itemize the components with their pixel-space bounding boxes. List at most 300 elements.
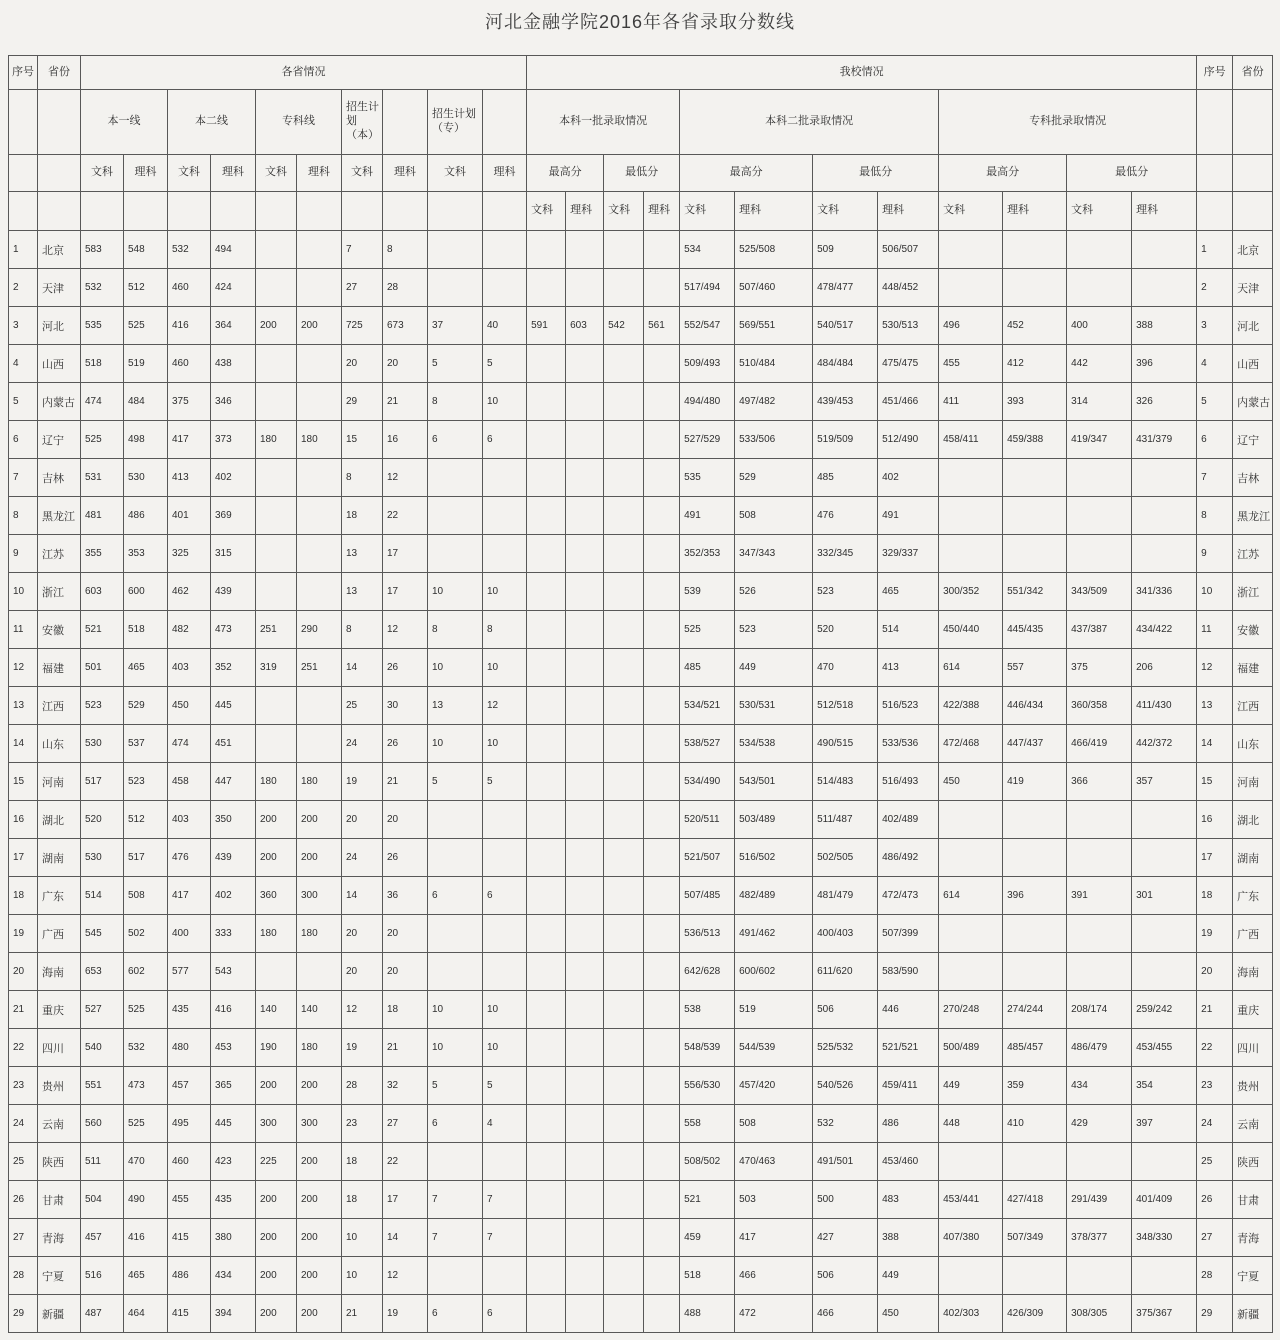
value-cell [644,1181,680,1219]
value-cell: 10 [483,1029,527,1067]
value-cell [566,649,604,687]
value-cell [483,801,527,839]
value-cell: 350 [211,801,256,839]
header-college-batch-admission: 专科批录取情况 [939,90,1197,155]
value-cell: 388 [878,1219,939,1257]
value-cell: 10 [483,725,527,763]
header-arts: 文科 [680,192,735,231]
value-cell: 10 [483,649,527,687]
value-cell: 6 [428,877,483,915]
value-cell: 5 [483,1067,527,1105]
value-cell: 6 [428,421,483,459]
value-cell [566,801,604,839]
seq-cell-right: 9 [1197,535,1233,573]
value-cell: 490/515 [813,725,878,763]
value-cell [1132,1257,1197,1295]
value-cell: 200 [256,1295,297,1333]
header-empty [38,155,81,192]
header-arts: 文科 [342,155,383,192]
header-science: 理科 [566,192,604,231]
value-cell [1132,497,1197,535]
value-cell [527,231,566,269]
value-cell [527,421,566,459]
value-cell: 600 [124,573,168,611]
value-cell: 400/403 [813,915,878,953]
value-cell: 7 [428,1181,483,1219]
seq-cell-right: 3 [1197,307,1233,345]
value-cell [939,1143,1003,1181]
value-cell [1067,269,1132,307]
header-empty [256,192,297,231]
value-cell: 439 [211,839,256,877]
province-cell: 陕西 [38,1143,81,1181]
value-cell [566,1067,604,1105]
value-cell: 534 [680,231,735,269]
province-cell-right: 山西 [1233,345,1273,383]
value-cell: 28 [383,269,428,307]
value-cell: 300 [297,1105,342,1143]
value-cell: 419 [1003,763,1067,801]
table-row [9,725,1273,763]
value-cell [1132,459,1197,497]
province-cell-right: 山东 [1233,725,1273,763]
value-cell: 353 [124,535,168,573]
value-cell [604,1295,644,1333]
value-cell: 24 [342,725,383,763]
value-cell [566,725,604,763]
value-cell: 413 [168,459,211,497]
value-cell [1003,497,1067,535]
seq-cell-right: 25 [1197,1143,1233,1181]
value-cell: 551/342 [1003,573,1067,611]
value-cell: 6 [428,1105,483,1143]
value-cell: 457 [81,1219,124,1257]
header-empty [9,155,38,192]
value-cell: 417 [735,1219,813,1257]
header-seq-left: 序号 [9,56,38,90]
value-cell: 725 [342,307,383,345]
seq-cell-right: 18 [1197,877,1233,915]
value-cell [483,231,527,269]
value-cell: 5 [428,763,483,801]
value-cell: 511 [81,1143,124,1181]
value-cell: 14 [342,877,383,915]
table-row [9,269,1273,307]
value-cell: 10 [483,383,527,421]
value-cell: 472/468 [939,725,1003,763]
value-cell: 300 [256,1105,297,1143]
value-cell [939,915,1003,953]
value-cell: 508 [124,877,168,915]
header-empty [168,192,211,231]
value-cell: 523 [81,687,124,725]
value-cell [527,1143,566,1181]
seq-cell-right: 20 [1197,953,1233,991]
value-cell [644,1067,680,1105]
value-cell: 5 [428,345,483,383]
province-cell-right: 河南 [1233,763,1273,801]
header-empty [9,192,38,231]
value-cell: 514 [878,611,939,649]
value-cell: 375 [168,383,211,421]
value-cell: 519 [735,991,813,1029]
value-cell [256,345,297,383]
province-cell-right: 贵州 [1233,1067,1273,1105]
value-cell: 396 [1003,877,1067,915]
value-cell [604,383,644,421]
value-cell [297,725,342,763]
value-cell [483,459,527,497]
value-cell: 208/174 [1067,991,1132,1029]
value-cell: 26 [383,839,428,877]
province-cell: 山西 [38,345,81,383]
header-arts: 文科 [256,155,297,192]
value-cell: 270/248 [939,991,1003,1029]
header-empty [383,192,428,231]
header-arts: 文科 [428,155,483,192]
value-cell [428,801,483,839]
value-cell: 485/457 [1003,1029,1067,1067]
seq-cell-right: 24 [1197,1105,1233,1143]
province-cell-right: 内蒙古 [1233,383,1273,421]
value-cell [1003,459,1067,497]
value-cell: 21 [342,1295,383,1333]
value-cell: 300/352 [939,573,1003,611]
table-row [9,307,1273,345]
value-cell: 474 [168,725,211,763]
value-cell [527,839,566,877]
value-cell: 520/511 [680,801,735,839]
province-cell-right: 江苏 [1233,535,1273,573]
header-province-left: 省份 [38,56,81,90]
value-cell: 485 [813,459,878,497]
value-cell: 445 [211,687,256,725]
value-cell: 512/518 [813,687,878,725]
value-cell: 455 [168,1181,211,1219]
value-cell: 20 [383,801,428,839]
value-cell [644,459,680,497]
seq-cell: 28 [9,1257,38,1295]
value-cell: 200 [256,1219,297,1257]
value-cell [256,269,297,307]
value-cell [1003,915,1067,953]
province-cell: 江西 [38,687,81,725]
value-cell: 583/590 [878,953,939,991]
value-cell [566,497,604,535]
province-cell-right: 吉林 [1233,459,1273,497]
value-cell: 497/482 [735,383,813,421]
value-cell: 534/538 [735,725,813,763]
value-cell: 544/539 [735,1029,813,1067]
value-cell [566,991,604,1029]
value-cell [527,763,566,801]
value-cell: 17 [383,535,428,573]
value-cell: 557 [1003,649,1067,687]
header-row-subjects [9,155,1273,192]
value-cell: 519 [124,345,168,383]
value-cell [604,763,644,801]
value-cell: 200 [256,1067,297,1105]
value-cell: 378/377 [1067,1219,1132,1257]
value-cell: 514 [81,877,124,915]
value-cell: 30 [383,687,428,725]
value-cell: 402 [211,459,256,497]
value-cell [566,915,604,953]
value-cell: 397 [1132,1105,1197,1143]
value-cell: 491/501 [813,1143,878,1181]
province-cell-right: 天津 [1233,269,1273,307]
value-cell: 402 [878,459,939,497]
value-cell: 520 [813,611,878,649]
value-cell: 8 [428,383,483,421]
value-cell [644,1295,680,1333]
value-cell: 415 [168,1295,211,1333]
value-cell: 466 [813,1295,878,1333]
value-cell [604,459,644,497]
value-cell: 509/493 [680,345,735,383]
header-science: 理科 [124,155,168,192]
value-cell [604,725,644,763]
province-cell-right: 重庆 [1233,991,1273,1029]
province-cell: 贵州 [38,1067,81,1105]
header-science: 理科 [1003,192,1067,231]
value-cell: 19 [342,763,383,801]
value-cell: 200 [297,1219,342,1257]
province-cell: 吉林 [38,459,81,497]
value-cell [1067,839,1132,877]
table-row [9,1257,1273,1295]
value-cell: 416 [168,307,211,345]
value-cell: 25 [342,687,383,725]
value-cell: 473 [124,1067,168,1105]
seq-cell-right: 29 [1197,1295,1233,1333]
value-cell: 507/349 [1003,1219,1067,1257]
seq-cell-right: 2 [1197,269,1233,307]
value-cell: 402/489 [878,801,939,839]
province-cell-right: 海南 [1233,953,1273,991]
header-empty [428,192,483,231]
value-cell: 642/628 [680,953,735,991]
value-cell [527,953,566,991]
value-cell [644,649,680,687]
value-cell: 543 [211,953,256,991]
seq-cell-right: 19 [1197,915,1233,953]
value-cell: 517 [124,839,168,877]
value-cell: 10 [428,725,483,763]
value-cell: 14 [342,649,383,687]
value-cell: 530 [124,459,168,497]
value-cell [939,801,1003,839]
value-cell: 200 [297,1181,342,1219]
province-cell: 天津 [38,269,81,307]
header-row-groups [9,56,1273,90]
header-empty [483,90,527,155]
value-cell [527,1257,566,1295]
value-cell: 20 [383,915,428,953]
value-cell: 417 [168,421,211,459]
value-cell [604,915,644,953]
value-cell: 319 [256,649,297,687]
header-max-score: 最高分 [939,155,1067,192]
value-cell: 548/539 [680,1029,735,1067]
value-cell [256,953,297,991]
seq-cell-right: 26 [1197,1181,1233,1219]
value-cell: 301 [1132,877,1197,915]
value-cell [604,877,644,915]
header-empty [1233,192,1273,231]
value-cell [604,991,644,1029]
value-cell: 481/479 [813,877,878,915]
value-cell [604,1219,644,1257]
value-cell [566,345,604,383]
value-cell [1003,801,1067,839]
value-cell: 447 [211,763,256,801]
value-cell: 4 [483,1105,527,1143]
province-cell-right: 黑龙江 [1233,497,1273,535]
value-cell: 17 [383,1181,428,1219]
value-cell: 486 [168,1257,211,1295]
value-cell: 507/460 [735,269,813,307]
seq-cell-right: 4 [1197,345,1233,383]
value-cell [604,839,644,877]
value-cell: 491 [878,497,939,535]
value-cell: 346 [211,383,256,421]
seq-cell-right: 15 [1197,763,1233,801]
value-cell: 13 [342,535,383,573]
value-cell [527,1029,566,1067]
value-cell: 18 [342,1143,383,1181]
value-cell: 200 [297,801,342,839]
value-cell: 534/521 [680,687,735,725]
value-cell: 523 [735,611,813,649]
value-cell: 530 [81,725,124,763]
value-cell: 449 [878,1257,939,1295]
value-cell: 466/419 [1067,725,1132,763]
seq-cell: 25 [9,1143,38,1181]
value-cell [644,231,680,269]
value-cell: 482/489 [735,877,813,915]
province-cell-right: 北京 [1233,231,1273,269]
value-cell: 502 [124,915,168,953]
value-cell: 10 [428,649,483,687]
value-cell: 517/494 [680,269,735,307]
value-cell: 12 [383,611,428,649]
value-cell: 435 [211,1181,256,1219]
value-cell [604,649,644,687]
value-cell: 525 [81,421,124,459]
seq-cell: 7 [9,459,38,497]
value-cell [566,1143,604,1181]
value-cell: 527/529 [680,421,735,459]
value-cell [527,269,566,307]
value-cell [644,1219,680,1257]
value-cell: 494/480 [680,383,735,421]
value-cell: 530 [81,839,124,877]
value-cell: 481 [81,497,124,535]
value-cell: 415 [168,1219,211,1257]
seq-cell: 29 [9,1295,38,1333]
value-cell: 569/551 [735,307,813,345]
province-cell: 湖南 [38,839,81,877]
value-cell: 434 [1067,1067,1132,1105]
value-cell: 200 [297,307,342,345]
value-cell: 518 [81,345,124,383]
value-cell: 5 [483,763,527,801]
seq-cell-right: 8 [1197,497,1233,535]
value-cell: 26 [383,725,428,763]
header-science: 理科 [383,155,428,192]
value-cell [256,459,297,497]
table-row [9,763,1273,801]
value-cell [527,687,566,725]
seq-cell-right: 17 [1197,839,1233,877]
table-body [9,231,1273,1333]
province-cell-right: 广西 [1233,915,1273,953]
value-cell [604,687,644,725]
value-cell: 526 [735,573,813,611]
value-cell: 602 [124,953,168,991]
value-cell: 380 [211,1219,256,1257]
value-cell: 200 [256,839,297,877]
province-cell: 海南 [38,953,81,991]
value-cell: 506/507 [878,231,939,269]
value-cell: 431/379 [1132,421,1197,459]
header-science: 理科 [297,155,342,192]
header-plan-college: 招生计划（专） [428,90,483,155]
value-cell: 427/418 [1003,1181,1067,1219]
header-empty [38,192,81,231]
value-cell [483,497,527,535]
value-cell: 558 [680,1105,735,1143]
value-cell [566,1105,604,1143]
value-cell: 439 [211,573,256,611]
value-cell: 523 [124,763,168,801]
value-cell [1067,497,1132,535]
value-cell: 503/489 [735,801,813,839]
province-cell: 青海 [38,1219,81,1257]
value-cell [566,231,604,269]
value-cell: 532 [81,269,124,307]
value-cell: 354 [1132,1067,1197,1105]
value-cell [939,953,1003,991]
value-cell [297,459,342,497]
value-cell [256,573,297,611]
value-cell: 206 [1132,649,1197,687]
value-cell [527,991,566,1029]
value-cell: 12 [383,459,428,497]
value-cell [644,877,680,915]
seq-cell: 27 [9,1219,38,1257]
value-cell: 460 [168,345,211,383]
seq-cell-right: 14 [1197,725,1233,763]
value-cell [256,725,297,763]
value-cell: 20 [342,801,383,839]
header-arts: 文科 [81,155,124,192]
value-cell [483,535,527,573]
value-cell: 459/411 [878,1067,939,1105]
value-cell [428,953,483,991]
value-cell: 442 [1067,345,1132,383]
value-cell [428,269,483,307]
value-cell [604,1067,644,1105]
value-cell: 614 [939,649,1003,687]
value-cell [256,383,297,421]
value-cell [939,459,1003,497]
seq-cell-right: 21 [1197,991,1233,1029]
value-cell: 341/336 [1132,573,1197,611]
value-cell [604,801,644,839]
value-cell: 540/517 [813,307,878,345]
